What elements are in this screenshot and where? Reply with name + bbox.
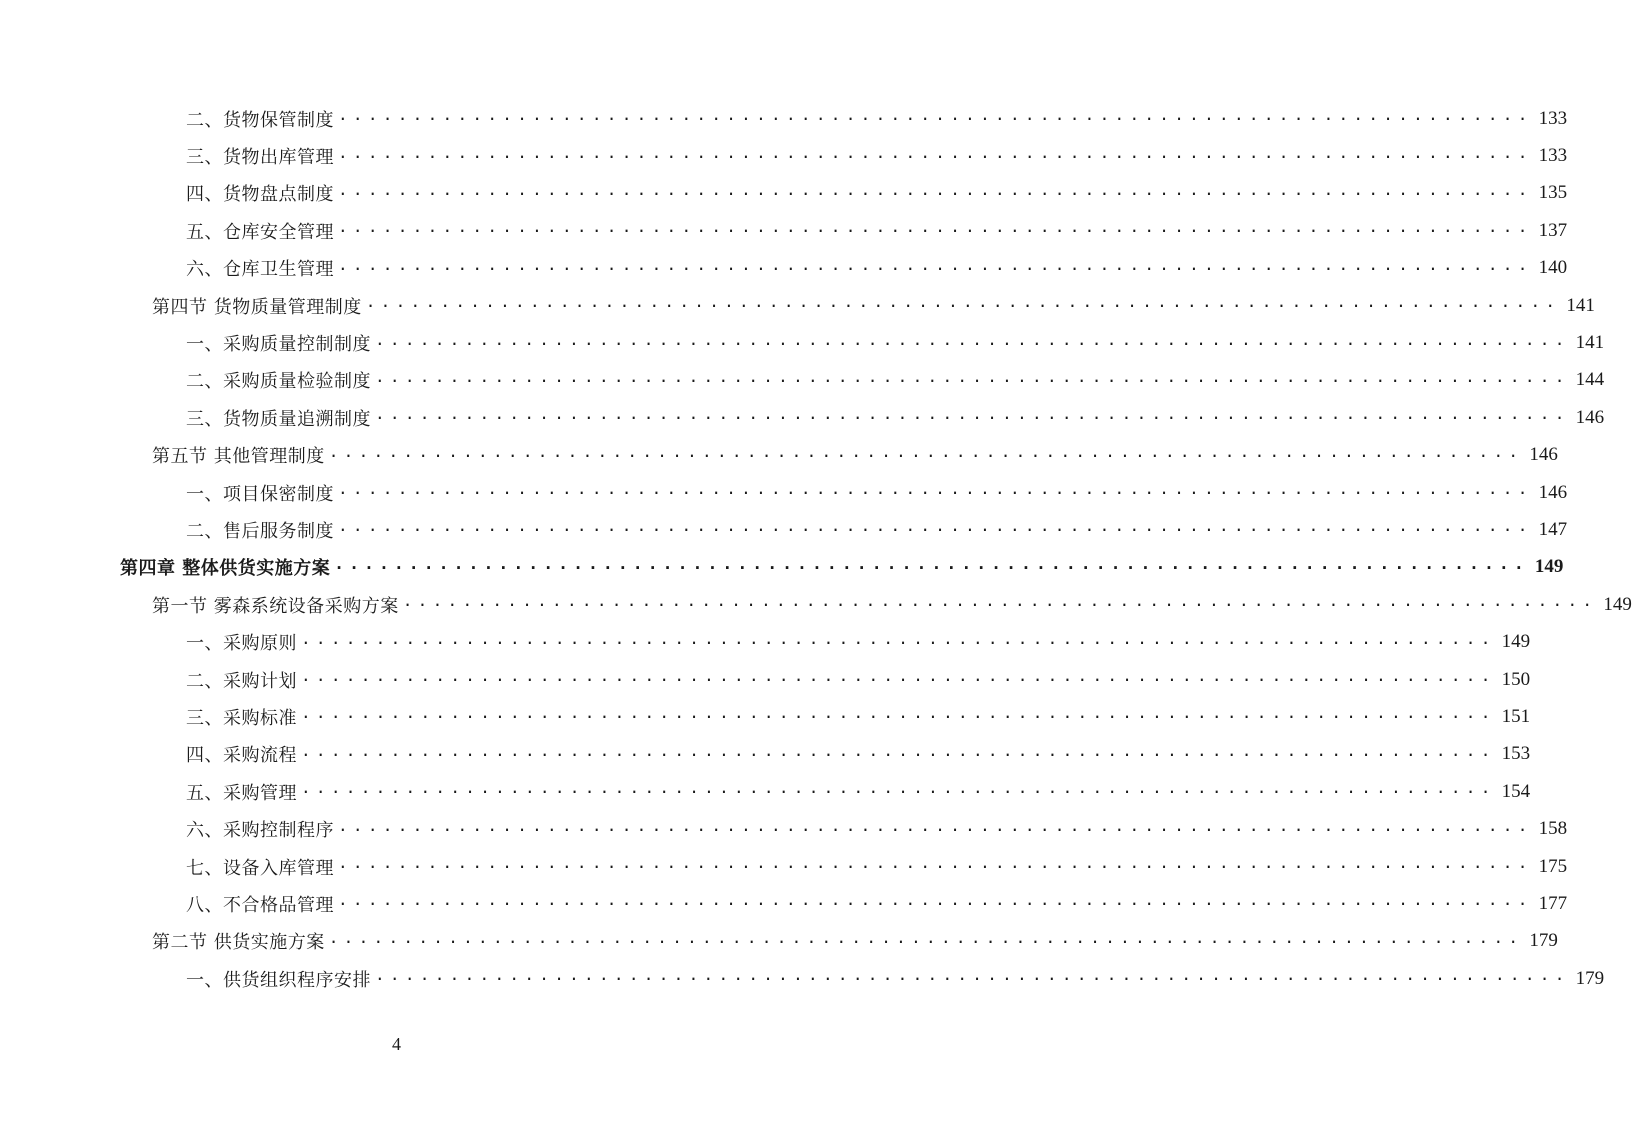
- toc-entry-page: 154: [1501, 780, 1531, 802]
- toc-entry-page: 146: [1538, 481, 1568, 503]
- toc-entry-page: 141: [1566, 294, 1595, 316]
- toc-dot-leader: ................................................................................: [375, 329, 1570, 349]
- toc-entry-title: 六、仓库卫生管理: [186, 259, 334, 281]
- toc-entry-title: 四、货物盘点制度: [186, 184, 334, 206]
- toc-entry-title: 七、设备入库管理: [186, 857, 334, 879]
- toc-entry-page: 175: [1538, 855, 1568, 877]
- toc-subsection-entry: [0, 100, 1568, 137]
- toc-subsection-entry: [0, 399, 1605, 436]
- toc-entry-title: 一、供货组织程序安排: [186, 969, 371, 991]
- toc-dot-leader: ................................................................................: [402, 591, 1598, 611]
- toc-entry-page: 179: [1575, 967, 1605, 989]
- toc-entry-page: 146: [1529, 444, 1558, 466]
- toc-entry-page: 177: [1538, 892, 1568, 914]
- toc-entry-page: 137: [1538, 219, 1568, 241]
- toc-dot-leader: ................................................................................: [375, 404, 1570, 424]
- toc-subsection-entry: [0, 175, 1568, 212]
- toc-entry-page: 146: [1575, 406, 1605, 428]
- toc-dot-leader: ................................................................................: [338, 217, 1533, 237]
- toc-dot-leader: ................................................................................: [338, 179, 1533, 199]
- toc-entry-title: 第一节 雾森系统设备采购方案: [152, 595, 399, 617]
- toc-subsection-entry: [0, 362, 1605, 399]
- toc-dot-leader: ................................................................................: [301, 740, 1496, 760]
- toc-entry-title: 三、货物质量追溯制度: [186, 408, 371, 430]
- toc-subsection-entry: [0, 474, 1568, 511]
- toc-entry-page: 144: [1575, 369, 1605, 391]
- toc-dot-leader: ................................................................................: [328, 441, 1524, 461]
- toc-entry-title: 三、货物出库管理: [186, 147, 334, 169]
- toc-subsection-entry: [0, 137, 1568, 174]
- toc-dot-leader: ................................................................................: [338, 254, 1533, 274]
- toc-subsection-entry: [0, 212, 1568, 249]
- toc-entry-title: 二、采购质量检验制度: [186, 371, 371, 393]
- toc-dot-leader: ................................................................................: [338, 853, 1533, 872]
- toc-entry-page: 151: [1501, 705, 1531, 727]
- toc-subsection-entry: [0, 960, 1605, 997]
- toc-entry-title: 第五节 其他管理制度: [152, 446, 325, 468]
- toc-entry-title: 一、采购原则: [186, 633, 297, 655]
- toc-entry-page: 141: [1575, 332, 1605, 354]
- toc-entry-page: 149: [1603, 593, 1632, 615]
- toc-dot-leader: ................................................................................: [375, 366, 1570, 386]
- toc-subsection-entry: [0, 810, 1568, 847]
- toc-dot-leader: ................................................................................: [301, 703, 1496, 723]
- toc-section-entry: [0, 923, 1558, 960]
- toc-entry-page: 150: [1501, 668, 1531, 690]
- toc-subsection-entry: [0, 885, 1568, 922]
- toc-dot-leader: ................................................................................: [338, 815, 1533, 835]
- toc-dot-leader: ................................................................................: [365, 292, 1561, 312]
- toc-entry-title: 第四节 货物质量管理制度: [152, 296, 362, 318]
- toc-entry-title: 二、货物保管制度: [186, 109, 334, 131]
- toc-entry-title: 二、售后服务制度: [186, 520, 334, 542]
- toc-dot-leader: ................................................................................: [301, 628, 1496, 648]
- toc-dot-leader: ................................................................................: [338, 516, 1533, 536]
- toc-subsection-entry: [0, 250, 1568, 287]
- toc-entry-page: 147: [1538, 518, 1568, 540]
- toc-dot-leader: ................................................................................: [375, 965, 1570, 985]
- toc-entry-title: 第四章 整体供货实施方案: [120, 558, 331, 580]
- toc-entry-page: 135: [1538, 182, 1568, 204]
- toc-section-entry: [0, 437, 1558, 474]
- toc-subsection-entry: [0, 698, 1531, 735]
- toc-entry-page: 179: [1529, 930, 1558, 952]
- toc-entry-title: 二、采购计划: [186, 670, 297, 692]
- toc-entry-title: 一、项目保密制度: [186, 483, 334, 505]
- toc-dot-leader: ................................................................................: [301, 666, 1496, 686]
- toc-entry-page: 153: [1501, 743, 1531, 765]
- toc-subsection-entry: [0, 324, 1605, 361]
- toc-section-entry: [0, 287, 1595, 324]
- toc-entry-title: 四、采购流程: [186, 745, 297, 767]
- toc-entry-title: 六、采购控制程序: [186, 820, 334, 842]
- toc-dot-leader: ................................................................................: [338, 479, 1533, 499]
- toc-subsection-entry: [0, 773, 1531, 810]
- toc-dot-leader: ................................................................................: [328, 927, 1524, 947]
- toc-entry-title: 三、采购标准: [186, 707, 297, 729]
- toc-entry-page: 149: [1501, 631, 1531, 653]
- toc-entry-title: 五、采购管理: [186, 782, 297, 804]
- toc-dot-leader: ................................................................................: [334, 553, 1529, 573]
- toc-dot-leader: ................................................................................: [338, 142, 1533, 162]
- toc-entry-title: 五、仓库安全管理: [186, 221, 334, 243]
- page-number: 4: [392, 1034, 401, 1054]
- toc-subsection-entry: [0, 736, 1531, 773]
- toc-entry-page: 149: [1534, 556, 1564, 578]
- toc-entry-page: 158: [1538, 818, 1568, 840]
- toc-entry-page: 133: [1538, 107, 1568, 129]
- toc-subsection-entry: [0, 511, 1568, 548]
- toc-section-entry: [0, 586, 1632, 623]
- toc-dot-leader: ................................................................................: [338, 105, 1533, 125]
- toc-subsection-entry: [0, 848, 1568, 885]
- toc-entry-title: 第二节 供货实施方案: [152, 932, 325, 954]
- toc-dot-leader: ................................................................................: [338, 890, 1533, 910]
- toc-entry-page: 140: [1538, 257, 1568, 279]
- toc-entry-title: 八、不合格品管理: [186, 894, 334, 916]
- toc-entry-page: 133: [1538, 145, 1568, 167]
- toc-subsection-entry: [0, 661, 1531, 698]
- table-of-contents: [0, 100, 1632, 997]
- toc-dot-leader: ................................................................................: [301, 778, 1496, 798]
- toc-entry-title: 一、采购质量控制制度: [186, 334, 371, 356]
- toc-subsection-entry: [0, 623, 1531, 660]
- toc-chapter-entry: [0, 549, 1564, 586]
